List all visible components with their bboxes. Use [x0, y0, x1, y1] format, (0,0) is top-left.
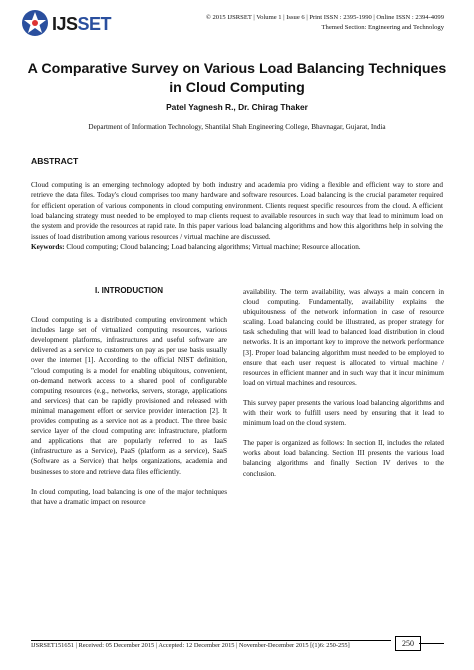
paragraph: In cloud computing, load balancing is one of the major techniques that have a dramatic impact on resource	[31, 487, 227, 506]
keywords-text: Cloud computing; Cloud balancing; Load balancing algorithms; Virtual machine; Resource allocation.	[64, 243, 361, 252]
paragraph: availability. The term availability, was always a main concern in cloud computing. Fundamentally, availability explains the ubiquitousness of the network information in case of resource scaling. Load balancing could be illustrated, as proper strategy for task scheduling that will lead to balanced load distribution in cloud networks. It is an important key to improve the network performance [3]. Proper load balancing algorithm must needed to be employed to ensure that each user request is allocated to virtual machine / resources in efficient manner and in such way that it incur minimum load on virtual machines and resources.	[243, 288, 444, 387]
paper-title: A Comparative Survey on Various Load Balancing Techniques in Cloud Computing	[27, 61, 447, 96]
logo-star-icon	[20, 8, 50, 38]
page-number: 250	[395, 636, 421, 651]
author-affiliation: Department of Information Technology, Shantilal Shah Engineering College, Bhavnagar, Gujarat, India	[88, 123, 386, 131]
abstract-text: Cloud computing is an emerging technology adopted by both industry and academia pro viding a flexible and efficient way to store and retrieve the data files. Today's cloud comprises too many hardware and software resources. Load balancing is the crucial parameter required for efficient operation of various components in cloud computing environment. Clients request specific resources from the cloud. A efficient load balancing strategy must needed to be employed to map clients request to available resources in such way that lead to minimum load on the system and provide the resources at rapid rate. In this paper various load balancing algorithms and how this algorithms help in solving the issues of load distribution among various resources / virtual machine are discussed.	[31, 181, 443, 241]
logo-text: IJSSET	[52, 14, 112, 34]
journal-meta-line: © 2015 IJSRSET | Volume 1 | Issue 6 | Print ISSN : 2395-1990 | Online ISSN : 2394-4099	[205, 14, 444, 21]
journal-logo	[20, 8, 130, 42]
paragraph: Cloud computing is a distributed computing environment which includes large set of virtualized computing resources, various development platforms, infrastructures and useful software are delivered as a service to customers on pay as per use basis usually over the internet [1]. According to the official NIST definition, "cloud computing is a model for enabling ubiquitous, convenient, on-demand network access to a shared pool of configurable computing resources (e.g., networks, servers, storage, applications and services) that can be rapidly provisioned and released with minimal management effort or service provider interaction [2]. It provides computing as a service not as a product. The three basic service layer of the cloud computing are: infrastructure, platform and applications that are popularly referred to as IaaS (infrastructure as a Service), PaaS (platform as a service), SaaS (Software as a Service) that helps organizations, academia and businesses to store and retrieve data files efficiently.	[31, 316, 227, 476]
keywords-label: Keywords:	[31, 243, 65, 252]
abstract-body	[31, 180, 443, 252]
paragraph: This survey paper presents the various load balancing algorithms and with their work to fulfill users need by ensuring that it lead to minimum load on the cloud system.	[243, 398, 444, 428]
left-column	[31, 286, 227, 517]
themed-section-line: Themed Section: Engineering and Technology	[321, 24, 444, 31]
footer-citation: IJSRSET151651 | Received: 05 December 2015 | Accepted: 12 December 2015 | November-December 2015 [(1)6: 250-255]	[31, 640, 391, 649]
section-heading-introduction: I. INTRODUCTION	[95, 286, 163, 295]
right-column	[243, 287, 444, 489]
paper-authors: Patel Yagnesh R., Dr. Chirag Thaker	[166, 102, 308, 112]
paragraph: The paper is organized as follows: In section II, includes the related works about load balancing. Section III presents the various load balancing algorithms and finally Section IV derives to the conclusion.	[243, 439, 444, 478]
journal-meta	[144, 13, 444, 33]
footer-rule	[419, 643, 444, 644]
abstract-heading: ABSTRACT	[31, 156, 79, 166]
